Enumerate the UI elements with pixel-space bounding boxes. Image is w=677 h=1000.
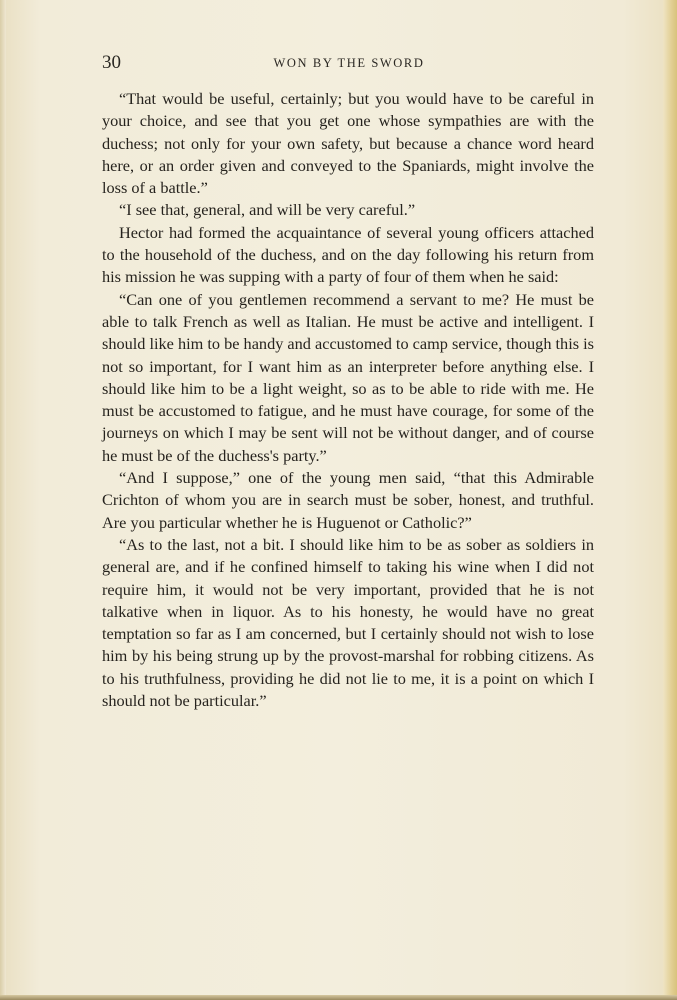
paragraph: Hector had formed the acquaintance of several young officers attached to the household of the duchess, and on the day following his return from his mission he was supping with a party of four of them when he said:	[102, 222, 594, 287]
paragraph: “That would be useful, certainly; but you would have to be careful in your choice, and see that you get one whose sympathies are with the duchess; not only for your own safety, but because a chance word heard here, or an order given and conveyed to the Spaniards, might involve the loss of a battle.”	[102, 89, 594, 198]
running-title: WON BY THE SWORD	[273, 56, 425, 70]
book-spine-edge	[663, 0, 677, 1000]
paragraph: “Can one of you gentlemen recommend a servant to me? He must be able to talk French as well as Italian. He must be active and intelligent. I should like him to be handy and accustomed to camp service, though this is not so important, for I want him as an interpreter before anything else. I should like him to be a light weight, so as to be able to ride with me. He must be accustomed to fatigue, and he must have courage, for some of the journeys on which I may be sent will not be without danger, and of course he must be of the duchess's party.”	[102, 289, 594, 465]
paragraph: “As to the last, not a bit. I should like him to be as sober as soldiers in general are, and if he confined himself to taking his wine when I did not require him, it would not be very important, provided that he is not talkative when in liquor. As to his honesty, he would have no great temptation so far as I am concerned, but I certainly should not wish to lose him by his being strung up by the provost-marshal for robbing citizens. As to his truthfulness, providing he did not lie to me, it is a point on which I should not be particular.”	[102, 534, 594, 711]
page-bottom-edge	[0, 995, 677, 1000]
paragraph: “I see that, general, and will be very careful.”	[119, 200, 416, 220]
page-header	[102, 52, 596, 74]
page-left-edge	[0, 0, 6, 1000]
body-text	[102, 88, 594, 712]
page-number: 30	[102, 52, 121, 73]
paragraph: “And I suppose,” one of the young men said, “that this Admirable Crichton of whom you are in search must be sober, honest, and truthful. Are you particular whether he is Huguenot or Catholic?”	[102, 468, 594, 532]
